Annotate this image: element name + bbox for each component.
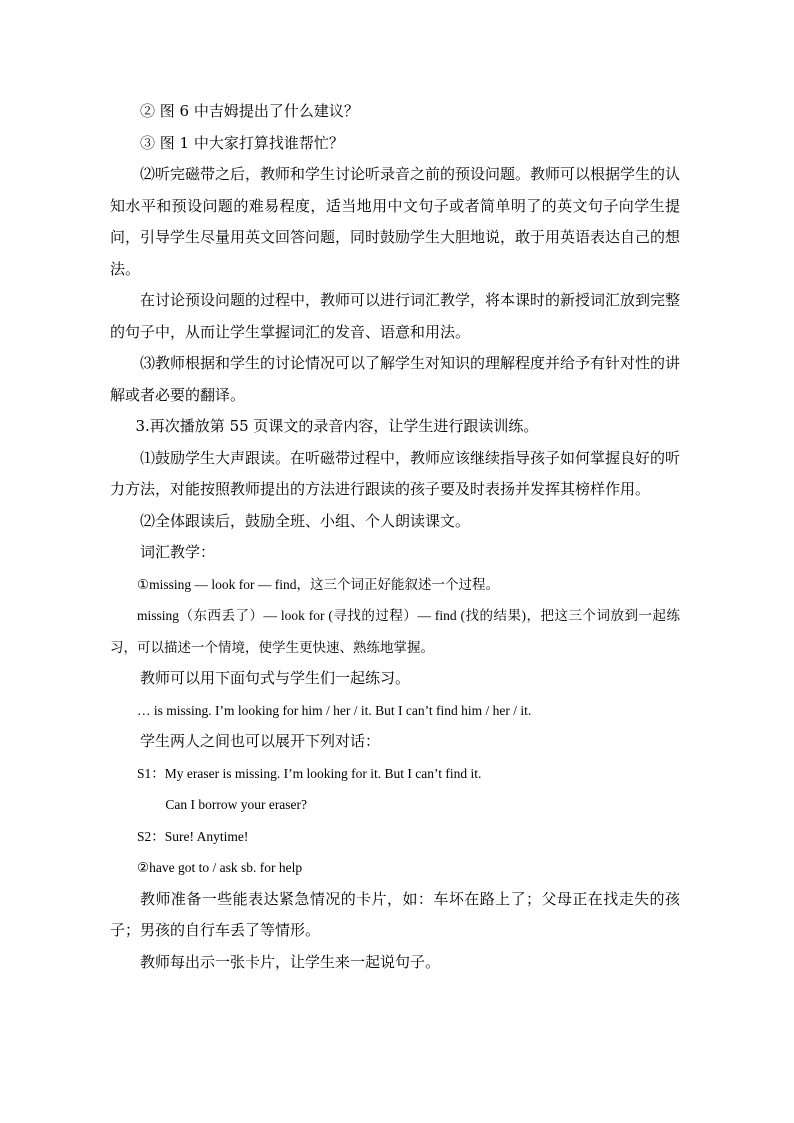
- paragraph-read-aloud: ⑵全体跟读后，鼓励全班、小组、个人朗读课文。: [140, 511, 471, 530]
- question-3: ③ 图 1 中大家打算找谁帮忙？: [140, 133, 344, 152]
- dialogue-intro: 学生两人之间也可以展开下列对话：: [140, 732, 381, 750]
- dialogue-s1-line1: S1：My eraser is missing. I’m looking for it. But I can’t find it.: [137, 765, 482, 781]
- document-body: [110, 96, 680, 978]
- vocab-item-2: ②have got to / ask sb. for help: [137, 860, 303, 875]
- vocab-item-1: ①missing — look for — find，这三个词正好能叙述一个过程。: [137, 576, 499, 592]
- vocab-explanation: missing（东西丢了）— look for (寻找的过程）— find (找的结果)，把这三个词放到一起练习，可以描述一个情境，使学生更快速、熟练地掌握。: [110, 608, 680, 655]
- section-3-heading: 3.再次播放第 55 页课文的录音内容，让学生进行跟读训练。: [135, 417, 539, 435]
- paragraph-step-2: ⑵听完磁带之后，教师和学生讨论听录音之前的预设问题。教师可以根据学生的认知水平和预设问题的难易程度，适当地用中文句子或者简单明了的英文句子向学生提问，引导学生尽量用英文回答问题，同时鼓励学生大胆地说，敢于用英语表达自己的想法。: [110, 165, 681, 278]
- dialogue-s2: S2：Sure! Anytime!: [137, 828, 249, 844]
- paragraph-step-3: ⑶教师根据和学生的讨论情况可以了解学生对知识的理解程度并给予有针对性的讲解或者必要的翻译。: [110, 354, 681, 404]
- sentence-pattern: … is missing. I’m looking for him / her / it. But I can’t find him / her / it.: [137, 702, 532, 718]
- card-activity: 教师准备一些能表达紧急情况的卡片，如：车坏在路上了；父母正在找走失的孩子；男孩的自行车丢了等情形。: [110, 889, 680, 939]
- vocab-heading: 词汇教学：: [140, 543, 216, 561]
- paragraph-vocab-intro: 在讨论预设问题的过程中，教师可以进行词汇教学，将本课时的新授词汇放到完整的句子中，从而让学生掌握词汇的发音、语意和用法。: [110, 291, 681, 341]
- dialogue-s1-line2: Can I borrow your eraser?: [165, 797, 308, 812]
- card-activity-2: 教师每出示一张卡片，让学生来一起说句子。: [140, 952, 441, 971]
- paragraph-follow-read: ⑴鼓励学生大声跟读。在听磁带过程中，教师应该继续指导孩子如何掌握良好的听力方法，对能按照教师提出的方法进行跟读的孩子要及时表扬并发挥其榜样作用。: [110, 448, 681, 498]
- practice-intro: 教师可以用下面句式与学生们一起练习。: [140, 669, 411, 687]
- question-2: ② 图 6 中吉姆提出了什么建议？: [140, 102, 359, 120]
